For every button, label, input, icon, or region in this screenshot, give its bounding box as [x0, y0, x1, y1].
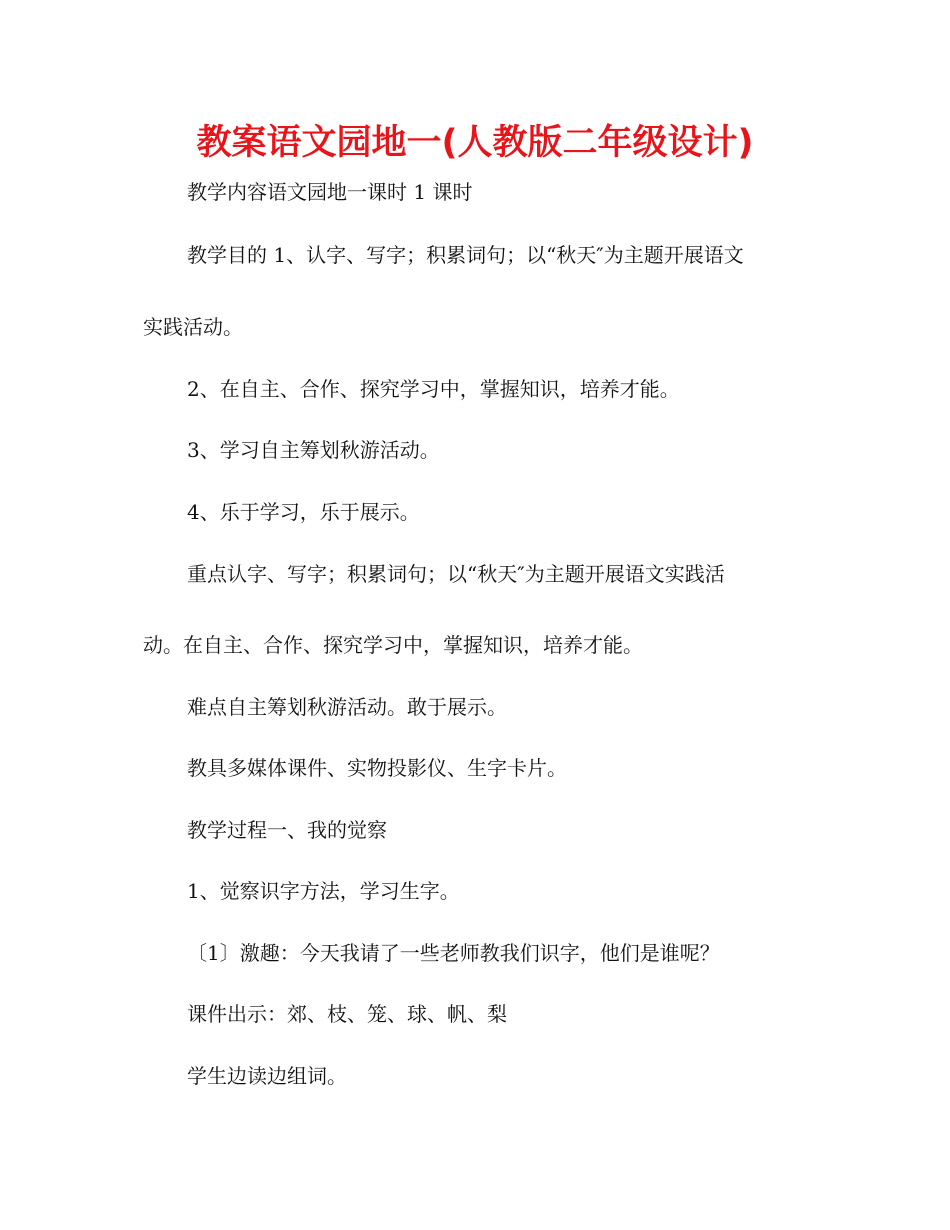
line-goal-3: 3、学习自主筹划秋游活动。	[187, 438, 440, 462]
line-process-step-1: 1、觉察识字方法，学习生字。	[187, 879, 460, 903]
line-difficulties: 难点自主筹划秋游活动。敢于展示。	[187, 695, 507, 719]
line-teaching-aids: 教具多媒体课件、实物投影仪、生字卡片。	[187, 756, 567, 780]
line-key-points: 重点认字、写字；积累词句；以“秋天″为主题开展语文实践活	[187, 562, 725, 586]
document-title: 教案语文园地一(人教版二年级设计)	[196, 123, 754, 163]
line-courseware: 课件出示：郊、枝、笼、球、帆、梨	[187, 1002, 507, 1026]
line-key-points-cont: 动。在自主、合作、探究学习中，掌握知识，培养才能。	[143, 633, 643, 657]
line-teaching-goal-cont: 实践活动。	[143, 315, 243, 339]
line-goal-2: 2、在自主、合作、探究学习中，掌握知识，培养才能。	[187, 377, 680, 401]
line-teaching-content: 教学内容语文园地一课时 1 课时	[187, 180, 473, 204]
line-students-read: 学生边读边组词。	[187, 1064, 347, 1088]
line-teaching-goal: 教学目的 1、认字、写字；积累词句；以“秋天″为主题开展语文	[187, 243, 744, 267]
line-process-step-1-1: 〔1〕激趣：今天我请了一些老师教我们识字，他们是谁呢？	[187, 941, 720, 965]
line-process-heading: 教学过程一、我的觉察	[187, 818, 387, 842]
line-goal-4: 4、乐于学习，乐于展示。	[187, 500, 420, 524]
